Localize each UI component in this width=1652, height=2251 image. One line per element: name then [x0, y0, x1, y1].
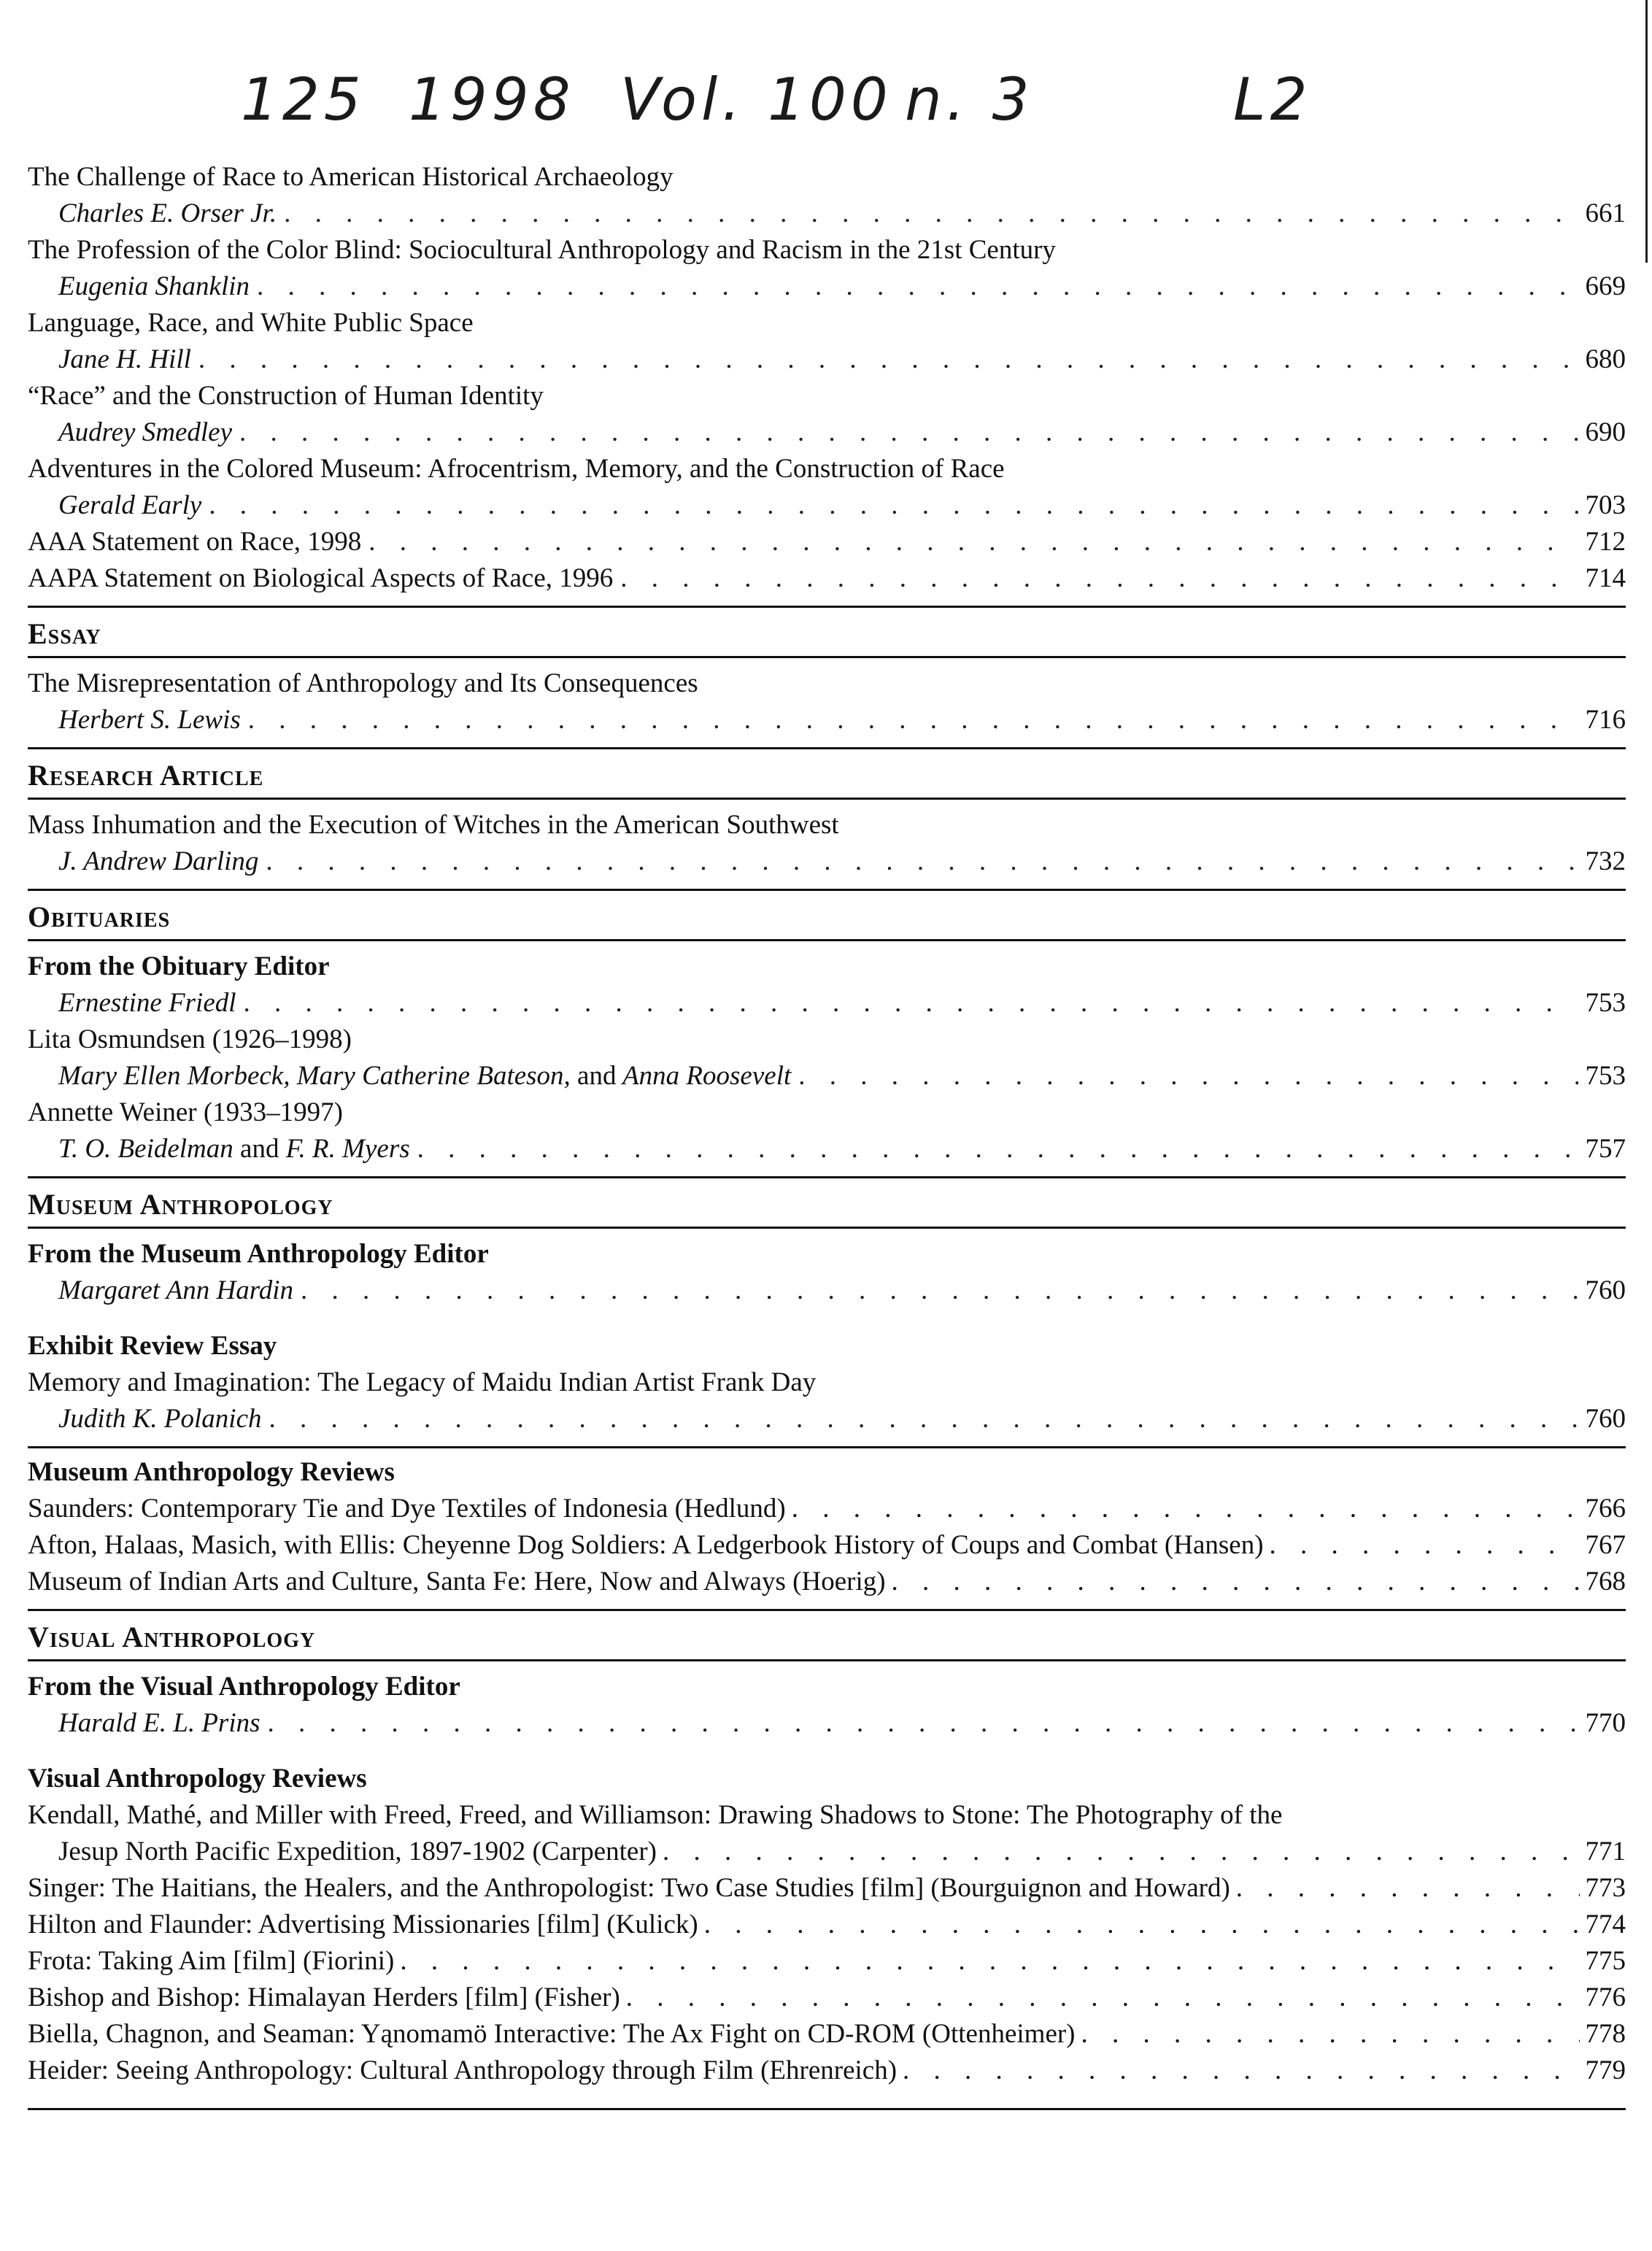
dot-leader	[257, 269, 1578, 305]
statement-title: AAPA Statement on Biological Aspects of Race, 1996	[28, 563, 614, 593]
author-joiner: and	[240, 1134, 279, 1164]
author-line	[28, 843, 1626, 880]
subsection-heading: From the Visual Anthropology Editor	[28, 1672, 460, 1702]
statement-line	[28, 560, 1626, 597]
dot-leader	[239, 414, 1578, 451]
handwritten-shelf-mark: L2	[1233, 66, 1312, 134]
review-line	[28, 1564, 1626, 1600]
page-number: 778	[1585, 2019, 1626, 2049]
handwritten-number: 125	[241, 66, 366, 134]
author-name: Mary Ellen Morbeck, Mary Catherine Bateson,	[58, 1061, 571, 1091]
page-number: 753	[1585, 1061, 1626, 1091]
bottom-rule	[28, 2108, 1626, 2110]
page-number: 771	[1585, 1837, 1626, 1866]
section-heading: Obituaries	[28, 898, 1626, 941]
section-museum-anthropology	[28, 1176, 1626, 1600]
page-number: 770	[1585, 1708, 1626, 1738]
page-number: 760	[1585, 1275, 1626, 1305]
author-name: Harald E. L. Prins	[58, 1708, 260, 1738]
toc-entry	[28, 451, 1626, 524]
author-line	[28, 1705, 1626, 1742]
author-name: Eugenia Shanklin	[58, 271, 250, 301]
article-title: Language, Race, and White Public Space	[28, 308, 474, 338]
author-name: Herbert S. Lewis	[58, 705, 241, 735]
handwritten-issue: n. 3	[905, 66, 1034, 134]
dot-leader	[417, 1131, 1578, 1167]
author-name: Audrey Smedley	[58, 417, 232, 447]
page-number: 712	[1585, 527, 1626, 557]
article-title: Memory and Imagination: The Legacy of Maidu Indian Artist Frank Day	[28, 1367, 817, 1397]
dot-leader	[209, 487, 1578, 524]
table-of-contents	[28, 159, 1626, 2110]
page-number: 690	[1585, 417, 1626, 447]
subsection-heading: Museum Anthropology Reviews	[28, 1457, 395, 1487]
page-number: 776	[1585, 1982, 1626, 2012]
section-heading: Museum Anthropology	[28, 1186, 1626, 1229]
article-title: The Challenge of Race to American Historical Archaeology	[28, 162, 673, 192]
review-text: Museum of Indian Arts and Culture, Santa Fe: Here, Now and Always (Hoerig)	[28, 1567, 886, 1596]
page-number: 714	[1585, 563, 1626, 593]
review-text: Kendall, Mathé, and Miller with Freed, Freed, and Williamson: Drawing Shadows to Stone: The Photography of the	[28, 1800, 1283, 1830]
author-name: Judith K. Polanich	[58, 1404, 262, 1434]
handwritten-year: 1998	[409, 66, 575, 134]
page-number: 768	[1585, 1567, 1626, 1596]
page-number: 779	[1585, 2055, 1626, 2085]
review-line	[28, 1980, 1626, 2016]
review-text: Afton, Halaas, Masich, with Ellis: Cheyenne Dog Soldiers: A Ledgerbook History of Coups and Combat (Hansen)	[28, 1530, 1264, 1560]
article-title: The Profession of the Color Blind: Sociocultural Anthropology and Racism in the 21st Century	[28, 235, 1056, 265]
review-text: Biella, Chagnon, and Seaman: Yąnomamö Interactive: The Ax Fight on CD-ROM (Ottenheimer)	[28, 2019, 1076, 2049]
page-number: 773	[1585, 1873, 1626, 1903]
section-heading: Research Article	[28, 757, 1626, 800]
dot-leader	[792, 1491, 1580, 1527]
author-name: F. R. Myers	[285, 1134, 410, 1164]
toc-entry	[28, 378, 1626, 451]
review-text: Heider: Seeing Anthropology: Cultural Anthropology through Film (Ehrenreich)	[28, 2055, 898, 2085]
author-names	[28, 1131, 410, 1167]
review-line	[28, 1834, 1626, 1870]
dot-leader	[248, 702, 1578, 738]
subsection-heading: From the Museum Anthropology Editor	[28, 1239, 489, 1269]
review-line	[28, 2016, 1626, 2053]
page-number: 757	[1585, 1134, 1626, 1164]
review-line	[28, 1943, 1626, 1980]
author-line	[28, 1273, 1626, 1309]
page-edge-rule	[1645, 0, 1648, 263]
author-line	[28, 702, 1626, 738]
author-line	[28, 1058, 1626, 1094]
author-line	[28, 196, 1626, 232]
review-text-continued: Jesup North Pacific Expedition, 1897-1902 (Carpenter)	[58, 1837, 657, 1866]
dot-leader	[400, 1943, 1579, 1980]
page-number: 680	[1585, 344, 1626, 374]
dot-leader	[663, 1834, 1580, 1870]
author-line	[28, 985, 1626, 1022]
article-title: “Race” and the Construction of Human Identity	[28, 381, 544, 411]
section-obituaries	[28, 889, 1626, 1167]
author-name: Margaret Ann Hardin	[58, 1275, 294, 1305]
article-title: Mass Inhumation and the Execution of Witches in the American Southwest	[28, 810, 839, 840]
review-line	[28, 1527, 1626, 1564]
dot-leader	[198, 341, 1578, 378]
review-text: Frota: Taking Aim [film] (Fiorini)	[28, 1946, 395, 1976]
author-name: Anna Roosevelt	[622, 1061, 792, 1091]
dot-leader	[1270, 1527, 1580, 1564]
dot-leader	[798, 1058, 1578, 1094]
toc-entry	[28, 305, 1626, 378]
author-names	[28, 1058, 791, 1094]
dot-leader	[266, 843, 1578, 880]
page-number: 753	[1585, 988, 1626, 1018]
dot-leader	[368, 524, 1578, 560]
author-name: Charles E. Orser Jr.	[58, 198, 277, 228]
author-name: J. Andrew Darling	[58, 846, 259, 876]
review-line	[28, 1491, 1626, 1527]
dot-leader	[284, 196, 1578, 232]
page-number: 669	[1585, 271, 1626, 301]
author-line	[28, 341, 1626, 378]
author-line	[28, 269, 1626, 305]
spacer	[28, 1742, 1626, 1755]
subsection-heading: Exhibit Review Essay	[28, 1331, 277, 1361]
handwritten-catalog-note	[241, 66, 1408, 153]
page-number: 661	[1585, 198, 1626, 228]
author-name: T. O. Beidelman	[58, 1134, 233, 1164]
author-name: Jane H. Hill	[58, 344, 191, 374]
page-number: 766	[1585, 1494, 1626, 1524]
author-name: Gerald Early	[58, 490, 202, 520]
dot-leader	[1081, 2016, 1580, 2053]
obituary-title: Lita Osmundsen (1926–1998)	[28, 1024, 352, 1054]
dot-leader	[704, 1907, 1580, 1943]
article-title: The Misrepresentation of Anthropology and Its Consequences	[28, 668, 698, 698]
obituary-title: Annette Weiner (1933–1997)	[28, 1097, 344, 1127]
section-heading: Essay	[28, 615, 1626, 658]
spacer	[28, 1309, 1626, 1322]
dot-leader	[268, 1705, 1578, 1742]
dot-leader	[1236, 1870, 1580, 1907]
subsection-heading: Visual Anthropology Reviews	[28, 1764, 367, 1794]
toc-entry	[28, 159, 1626, 232]
page-number: 760	[1585, 1404, 1626, 1434]
dot-leader	[620, 560, 1578, 597]
review-line	[28, 1870, 1626, 1907]
toc-entry	[28, 232, 1626, 305]
subsection-rule	[28, 1446, 1626, 1448]
section-research-article	[28, 747, 1626, 880]
page-number: 703	[1585, 490, 1626, 520]
dot-leader	[892, 1564, 1580, 1600]
subsection-heading: From the Obituary Editor	[28, 951, 330, 981]
page-number: 774	[1585, 1910, 1626, 1939]
section-essay	[28, 606, 1626, 738]
dot-leader	[626, 1980, 1580, 2016]
page-number: 732	[1585, 846, 1626, 876]
author-name: Ernestine Friedl	[58, 988, 236, 1018]
author-joiner: and	[577, 1061, 617, 1091]
statement-line	[28, 524, 1626, 560]
review-text: Hilton and Flaunder: Advertising Missionaries [film] (Kulick)	[28, 1910, 698, 1939]
page-number: 775	[1585, 1946, 1626, 1976]
author-line	[28, 487, 1626, 524]
dot-leader	[244, 985, 1578, 1022]
review-line	[28, 2053, 1626, 2089]
author-line	[28, 1401, 1626, 1437]
author-line	[28, 1131, 1626, 1167]
review-text: Saunders: Contemporary Tie and Dye Textiles of Indonesia (Hedlund)	[28, 1494, 786, 1524]
page-number: 716	[1585, 705, 1626, 735]
page-number: 767	[1585, 1530, 1626, 1560]
article-title: Adventures in the Colored Museum: Afrocentrism, Memory, and the Construction of Race	[28, 454, 1005, 484]
review-line	[28, 1907, 1626, 1943]
dot-leader	[903, 2053, 1579, 2089]
statement-title: AAA Statement on Race, 1998	[28, 527, 362, 557]
dot-leader	[301, 1273, 1578, 1309]
handwritten-volume: Vol. 100	[620, 66, 892, 134]
section-visual-anthropology	[28, 1609, 1626, 2089]
section-heading: Visual Anthropology	[28, 1618, 1626, 1661]
review-text: Singer: The Haitians, the Healers, and the Anthropologist: Two Case Studies [film] (Bourguignon and Howard)	[28, 1873, 1230, 1903]
author-line	[28, 414, 1626, 451]
review-text: Bishop and Bishop: Himalayan Herders [film] (Fisher)	[28, 1982, 620, 2012]
dot-leader	[269, 1401, 1578, 1437]
